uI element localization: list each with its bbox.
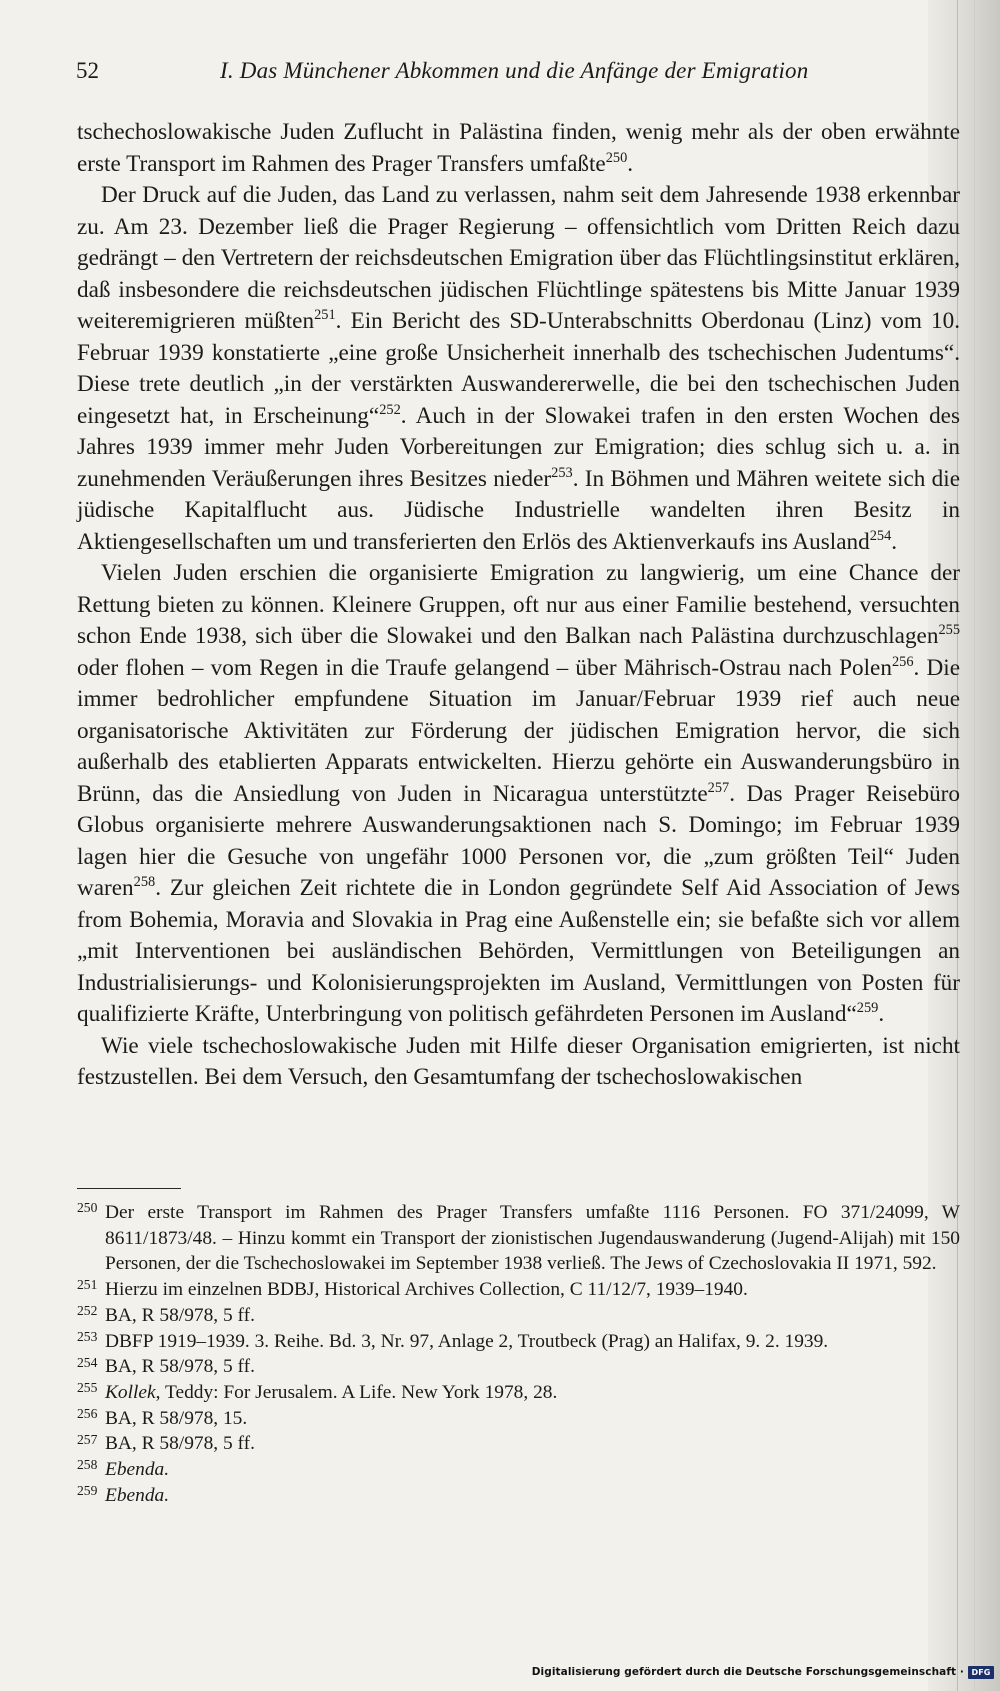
footnote-ref: 253 [551,464,573,481]
footnote: 251 Hierzu im einzelnen BDBJ, Historical Archives Collection, C 11/12/7, 1939–1940. [77,1277,748,1301]
footnote-divider [77,1188,181,1189]
footnote-ref: 251 [314,307,336,324]
footnote-ref: 257 [707,779,730,796]
dfg-logo: DFG [968,1666,994,1679]
footnote-ref: 256 [891,653,914,670]
main-text [77,117,960,1094]
footnote-ref: 254 [869,527,892,544]
footnote: 256 BA, R 58/978, 15. [77,1405,248,1429]
footnote: 250 Der erste Transport im Rahmen des Prager Transfers umfaßte 1116 Personen. FO 371/24099, W 8611/1873/48. – Hinzu kommt ein Transport der zionistischen Jugendauswanderung (Jugend-Alijah) mit 150 Personen, der die Tschechoslowakei im September 1938 verließ. The Jews of Czechoslovakia II 1971, 592. [77,1200,960,1275]
footnote: 252 BA, R 58/978, 5 ff. [77,1303,255,1326]
footnote: 258 Ebenda. [77,1457,170,1481]
footnote: 253 DBFP 1919–1939. 3. Reihe. Bd. 3, Nr. 97, Anlage 2, Troutbeck (Prag) an Halifax, 9. 2. 1939. [77,1328,829,1352]
footnotes [77,1200,960,1508]
footnote: 257 BA, R 58/978, 5 ff. [77,1431,255,1455]
footnote: 254 BA, R 58/978, 5 ff. [77,1354,255,1378]
paragraph: tschechoslowakische Juden Zuflucht in Palästina finden, wenig mehr als der oben erwähnte erste Transport im Rahmen des Prager Transfers umfaßte$^{250}$. [77,119,960,177]
credit-text: Digitalisierung gefördert durch die Deutsche Forschungsgemeinschaft · [531,1666,964,1678]
page-header [76,52,956,92]
paragraph: Der Druck auf die Juden, das Land zu verlassen, nahm seit dem Jahresende 1938 erkennbar zu. Am 23. Dezember ließ die Prager Regierung – offensichtlich vom Dritten Reich dazu gedrängt – den Vertretern der reichsdeutschen Emigration über das Flüchtlingsinstitut erklären, daß insbesondere die reichsdeutschen jüdischen Flüchtlinge spätestens bis Mitte Januar 1939 weiteremigrieren müßten$^{251}$. Ein Bericht des SD-Unterabschnitts Oberdonau (Linz) vom 10. Februar 1939 konstatierte „eine große Unsicherheit innerhalb des tschechischen Judentums“. Diese trete deutlich „in der verstärkten Auswandererwelle, die bei den tschechischen Juden eingesetzt hat, in Erscheinung“$^{252}$. Auch in der Slowakei trafen in den ersten Wochen des Jahres 1939 immer mehr Juden Vorbereitungen zur Emigration; dies schlug sich u. a. in zunehmenden Veräußerungen ihres Besitzes nieder$^{253}$. In Böhmen und Mähren weitete sich die jüdische Kapitalflucht aus. Jüdische Industrielle wandelten ihren Besitz in Aktiengesellschaften um und transferierten den Erlös des Aktienverkaufs ins Ausland$^{254}$. [77,182,960,555]
footnote-author: Kollek [105,1381,156,1403]
footnote-ref: 259 [856,1000,879,1017]
footnote-ref: 252 [379,401,401,418]
paragraph: Vielen Juden erschien die organisierte Emigration zu langwierig, um eine Chance der Rettung bieten zu können. Kleinere Gruppen, oft nur aus einer Familie bestehend, versuchten schon Ende 1938, sich über die Slowakei und den Balkan nach Palästina durchzuschlagen$^{255}$ oder flohen – vom Regen in die Traufe gelangend – über Mährisch-Ostrau nach Polen$^{256}$. Die immer bedrohlicher empfundene Situation im Januar/Februar 1939 rief auch neue organisatorische Aktivitäten zur Förderung der jüdischen Emigration hervor, die sich außerhalb des etablierten Apparats entwickelten. Hierzu gehörte ein Auswanderungsbüro in Brünn, das die Ansiedlung von Juden in Nicaragua unterstützte$^{257}$. Das Prager Reisebüro Globus organisierte mehrere Auswanderungsaktionen nach S. Domingo; im Februar 1939 lagen hier die Gesuche von ungefähr 1000 Personen vor, die „zum größten Teil“ Juden waren$^{258}$. Zur gleichen Zeit richtete die in London gegründete Self Aid Association of Jews from Bohemia, Moravia and Slovakia in Prag eine Außenstelle ein; sie befaßte sich vor allem „mit Interventionen bei ausländischen Behörden, Vermittlungen von Beteiligungen an Industrialisierungs- und Kolonisierungsprojekten im Ausland, Vermittlungen von Posten für qualifizierte Kräfte, Unterbringung von politisch gefährdeten Personen im Ausland“$^{259}$. [77,560,960,1027]
digitization-credit [532,1664,994,1680]
footnote: 255 Kollek, Teddy: For Jerusalem. A Life. New York 1978, 28. [77,1380,558,1403]
footnote-ref: 255 [938,622,960,639]
footnote-ref: 258 [133,874,156,891]
footnote-ref: 250 [605,149,628,166]
running-title: I. Das Münchener Abkommen und die Anfänge der Emigration [220,58,809,83]
footnote: 259 Ebenda. [77,1483,170,1506]
paragraph: Wie viele tschechoslowakische Juden mit Hilfe dieser Organisation emigrierten, ist nicht festzustellen. Bei dem Versuch, den Gesamtumfang der tschechoslowakischen [77,1032,960,1090]
page-number: 52 [76,58,99,83]
